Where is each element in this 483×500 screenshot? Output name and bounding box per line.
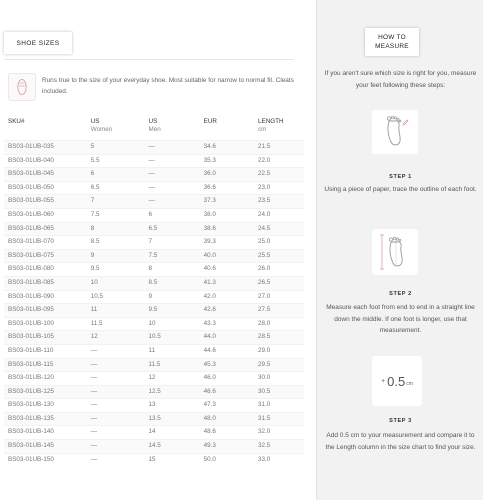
table-cell: BS03-01UB-105 <box>4 331 87 345</box>
table-cell: BS03-01UB-145 <box>4 440 87 454</box>
table-cell: — <box>87 412 145 426</box>
table-row <box>4 358 304 372</box>
table-cell: 11.5 <box>87 317 145 331</box>
table-cell: BS03-01UB-140 <box>4 426 87 440</box>
how-to-measure-title-line2: MEASURE <box>375 43 409 50</box>
table-row <box>4 331 304 345</box>
table-cell: BS03-01UB-120 <box>4 372 87 386</box>
table-cell: 46.6 <box>200 385 254 399</box>
table-cell: 8 <box>87 222 145 236</box>
table-cell: 26.0 <box>254 263 304 277</box>
table-row <box>4 222 304 236</box>
column-header <box>4 118 87 141</box>
table-cell: BS03-01UB-075 <box>4 249 87 263</box>
table-row <box>4 263 304 277</box>
table-cell: 45.3 <box>200 358 254 372</box>
table-cell: 47.3 <box>200 399 254 413</box>
table-cell: 25.0 <box>254 236 304 250</box>
table-cell: 6 <box>87 168 145 182</box>
table-cell: 7.5 <box>87 208 145 222</box>
table-cell: 12.5 <box>145 385 200 399</box>
foot-outline-icon <box>375 112 415 152</box>
table-cell: 40.0 <box>200 249 254 263</box>
table-row <box>4 453 304 466</box>
table-cell: 42.6 <box>200 304 254 318</box>
table-cell: BS03-01UB-065 <box>4 222 87 236</box>
table-cell: — <box>87 344 145 358</box>
table-row <box>4 195 304 209</box>
table-cell: BS03-01UB-110 <box>4 344 87 358</box>
table-cell: — <box>145 154 200 168</box>
fit-note: Runs true to the size of your everyday shoe. Most suitable for narrow to normal fit. Cleats included. <box>42 77 294 95</box>
add-value: 0.5 <box>387 373 406 389</box>
table-cell: 30.5 <box>254 385 304 399</box>
table-cell: 32.5 <box>254 440 304 454</box>
table-cell: 31.5 <box>254 412 304 426</box>
table-cell: 37.3 <box>200 195 254 209</box>
table-cell: 28.5 <box>254 331 304 345</box>
table-cell: 12 <box>87 331 145 345</box>
table-cell: 13 <box>145 399 200 413</box>
table-cell: 11 <box>145 344 200 358</box>
table-cell: 27.5 <box>254 304 304 318</box>
table-row <box>4 440 304 454</box>
size-table-body <box>4 141 304 467</box>
table-cell: BS03-01UB-095 <box>4 304 87 318</box>
table-row <box>4 181 304 195</box>
table-cell: — <box>145 168 200 182</box>
table-row <box>4 385 304 399</box>
column-header-label: LENGTH <box>258 118 284 125</box>
table-cell: BS03-01UB-080 <box>4 263 87 277</box>
table-cell: 8.5 <box>87 236 145 250</box>
table-cell: BS03-01UB-050 <box>4 181 87 195</box>
table-cell: 26.5 <box>254 276 304 290</box>
table-cell: 9 <box>145 290 200 304</box>
table-cell: — <box>87 372 145 386</box>
column-header-label: US <box>148 118 158 125</box>
table-row <box>4 290 304 304</box>
table-cell: 10 <box>87 276 145 290</box>
table-cell: 10.5 <box>87 290 145 304</box>
measure-intro: If you aren't sure which size is right for you, measure your feet following these steps: <box>324 70 477 89</box>
table-cell: 31.0 <box>254 399 304 413</box>
table-cell: 30.0 <box>254 372 304 386</box>
table-cell: — <box>145 195 200 209</box>
table-cell: 42.0 <box>200 290 254 304</box>
table-cell: 24.5 <box>254 222 304 236</box>
table-cell: BS03-01UB-060 <box>4 208 87 222</box>
table-cell: 14.5 <box>145 440 200 454</box>
table-cell: 9 <box>87 249 145 263</box>
table-cell: 36.0 <box>200 168 254 182</box>
table-cell: 13.5 <box>145 412 200 426</box>
how-to-measure-panel <box>316 0 483 500</box>
table-cell: 15 <box>145 453 200 466</box>
how-to-measure-title <box>365 28 419 56</box>
column-header-label: US <box>90 118 100 125</box>
step-1-image <box>372 110 418 154</box>
table-cell: 8.5 <box>145 276 200 290</box>
table-row <box>4 236 304 250</box>
column-header <box>254 118 304 141</box>
step-3-text: Add 0.5 cm to your measurement and compare it to the Length column in the size chart to find your size. <box>325 432 476 451</box>
table-row <box>4 276 304 290</box>
table-cell: 40.6 <box>200 263 254 277</box>
table-row <box>4 154 304 168</box>
table-cell: BS03-01UB-055 <box>4 195 87 209</box>
table-cell: — <box>87 426 145 440</box>
table-cell: 11 <box>87 304 145 318</box>
table-cell: 11.5 <box>145 358 200 372</box>
table-cell: — <box>87 358 145 372</box>
table-cell: BS03-01UB-135 <box>4 412 87 426</box>
table-cell: 7 <box>87 195 145 209</box>
table-cell: 44.6 <box>200 344 254 358</box>
table-cell: — <box>87 399 145 413</box>
table-cell: BS03-01UB-100 <box>4 317 87 331</box>
table-cell: 29.0 <box>254 344 304 358</box>
table-cell: 39.3 <box>200 236 254 250</box>
table-cell: — <box>145 181 200 195</box>
table-cell: BS03-01UB-090 <box>4 290 87 304</box>
table-cell: 43.3 <box>200 317 254 331</box>
table-cell: 44.0 <box>200 331 254 345</box>
step-3-image <box>372 356 422 406</box>
table-cell: 22.5 <box>254 168 304 182</box>
table-cell: 34.6 <box>200 141 254 155</box>
table-cell: 28.0 <box>254 317 304 331</box>
size-table-header <box>4 118 304 141</box>
table-cell: 24.0 <box>254 208 304 222</box>
table-row <box>4 344 304 358</box>
table-cell: 36.6 <box>200 181 254 195</box>
step-2-text: Measure each foot from end to end in a straight line down the middle. If one foot is longer, use that measurement. <box>326 304 475 334</box>
table-cell: 6.5 <box>145 222 200 236</box>
table-cell: BS03-01UB-130 <box>4 399 87 413</box>
column-header-sub: cm <box>258 126 267 133</box>
step-2-image <box>372 229 418 275</box>
table-cell: 22.0 <box>254 154 304 168</box>
table-cell: BS03-01UB-040 <box>4 154 87 168</box>
table-cell: BS03-01UB-125 <box>4 385 87 399</box>
table-cell: 7 <box>145 236 200 250</box>
column-header <box>145 118 200 141</box>
table-cell: — <box>87 440 145 454</box>
table-cell: 23.0 <box>254 181 304 195</box>
table-cell: 41.3 <box>200 276 254 290</box>
table-cell: 8 <box>145 263 200 277</box>
table-cell: — <box>145 141 200 155</box>
table-row <box>4 208 304 222</box>
table-row <box>4 426 304 440</box>
column-header <box>200 118 254 141</box>
table-cell: 35.3 <box>200 154 254 168</box>
table-row <box>4 304 304 318</box>
table-cell: 48.6 <box>200 426 254 440</box>
table-cell: 9.5 <box>145 304 200 318</box>
step-2-label: STEP 2 <box>389 291 412 297</box>
table-cell: 10.5 <box>145 331 200 345</box>
table-cell: 10 <box>145 317 200 331</box>
table-cell: 46.0 <box>200 372 254 386</box>
table-cell: BS03-01UB-045 <box>4 168 87 182</box>
how-to-measure-title-line1: HOW TO <box>378 34 406 41</box>
table-cell: 38.0 <box>200 208 254 222</box>
table-cell: 49.3 <box>200 440 254 454</box>
table-cell: BS03-01UB-070 <box>4 236 87 250</box>
shoe-fit-icon <box>8 73 36 101</box>
table-cell: — <box>87 385 145 399</box>
table-cell: 25.5 <box>254 249 304 263</box>
table-row <box>4 168 304 182</box>
table-cell: 32.0 <box>254 426 304 440</box>
table-cell: 6.5 <box>87 181 145 195</box>
foot-measure-icon <box>374 231 416 273</box>
table-row <box>4 372 304 386</box>
column-header-sub: Men <box>148 126 161 133</box>
table-cell: 9.5 <box>87 263 145 277</box>
table-cell: 7.5 <box>145 249 200 263</box>
column-header-sub: Women <box>90 126 113 133</box>
table-cell: 21.5 <box>254 141 304 155</box>
table-cell: BS03-01UB-085 <box>4 276 87 290</box>
size-table <box>4 118 304 466</box>
step-1-label: STEP 1 <box>389 174 412 180</box>
table-row <box>4 317 304 331</box>
table-cell: 27.0 <box>254 290 304 304</box>
step-3-label: STEP 3 <box>389 418 412 424</box>
table-cell: 29.5 <box>254 358 304 372</box>
tab-divider <box>4 59 294 60</box>
table-cell: 23.5 <box>254 195 304 209</box>
table-cell: 38.6 <box>200 222 254 236</box>
tab-shoe-sizes[interactable]: SHOE SIZES <box>4 32 72 54</box>
table-cell: 50.0 <box>200 453 254 466</box>
column-header-label: EUR <box>203 118 217 125</box>
table-row <box>4 141 304 155</box>
table-cell: BS03-01UB-150 <box>4 453 87 466</box>
table-cell: 5.5 <box>87 154 145 168</box>
table-row <box>4 249 304 263</box>
table-cell: BS03-01UB-115 <box>4 358 87 372</box>
table-cell: 5 <box>87 141 145 155</box>
add-unit: cm <box>406 380 413 387</box>
step-1-text: Using a piece of paper, trace the outline of each foot. <box>324 186 477 193</box>
table-cell: 14 <box>145 426 200 440</box>
table-row <box>4 412 304 426</box>
table-cell: 12 <box>145 372 200 386</box>
table-cell: BS03-01UB-035 <box>4 141 87 155</box>
column-header <box>87 118 145 141</box>
table-cell: — <box>87 453 145 466</box>
table-cell: 33.0 <box>254 453 304 466</box>
table-cell: 48.0 <box>200 412 254 426</box>
plus-sign: + <box>381 377 386 385</box>
table-cell: 6 <box>145 208 200 222</box>
table-row <box>4 399 304 413</box>
column-header-label: SKU# <box>8 118 25 125</box>
